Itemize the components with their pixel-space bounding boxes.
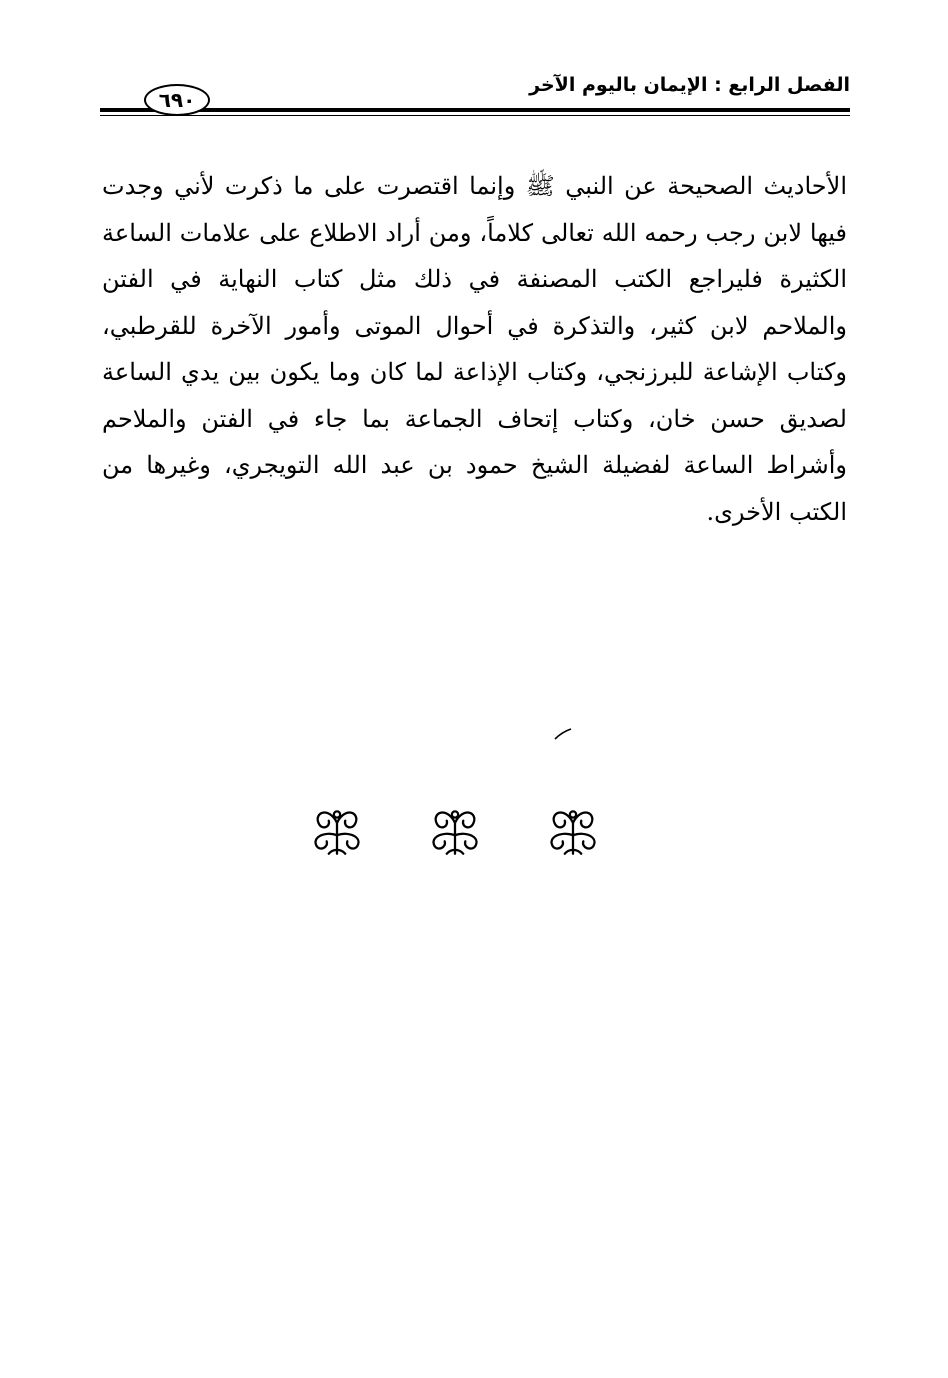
floral-ornament-icon [424,800,486,862]
floral-ornament-icon [542,800,604,862]
header-rule-thin [100,115,850,116]
floral-ornament-icon [306,800,368,862]
page-header [100,70,850,122]
header-rule-thick [100,108,850,112]
page-number-badge: ٦٩٠ [144,84,210,116]
stray-mark-icon [553,727,573,741]
chapter-title: الفصل الرابع : الإيمان باليوم الآخر [529,74,850,96]
section-end-ornaments [300,800,620,870]
body-paragraph: الأحاديث الصحيحة عن النبي ﷺ وإنما اقتصرت على ما ذكرت لأني وجدت فيها لابن رجب رحمه الله تعالى كلاماً، ومن أراد الاطلاع على علامات الساعة الكثيرة فليراجع الكتب المصنفة في ذلك مثل كتاب النهاية في الفتن والملاحم لابن كثير، والتذكرة في أحوال الموتى وأمور الآخرة للقرطبي، وكتاب الإشاعة للبرزنجي، وكتاب الإذاعة لما كان وما يكون بين يدي الساعة لصديق حسن خان، وكتاب إتحاف الجماعة بما جاء في الفتن والملاحم وأشراط الساعة لفضيلة الشيخ حمود بن عبد الله التويجري، وغيرها من الكتب الأخرى. [102,172,848,526]
